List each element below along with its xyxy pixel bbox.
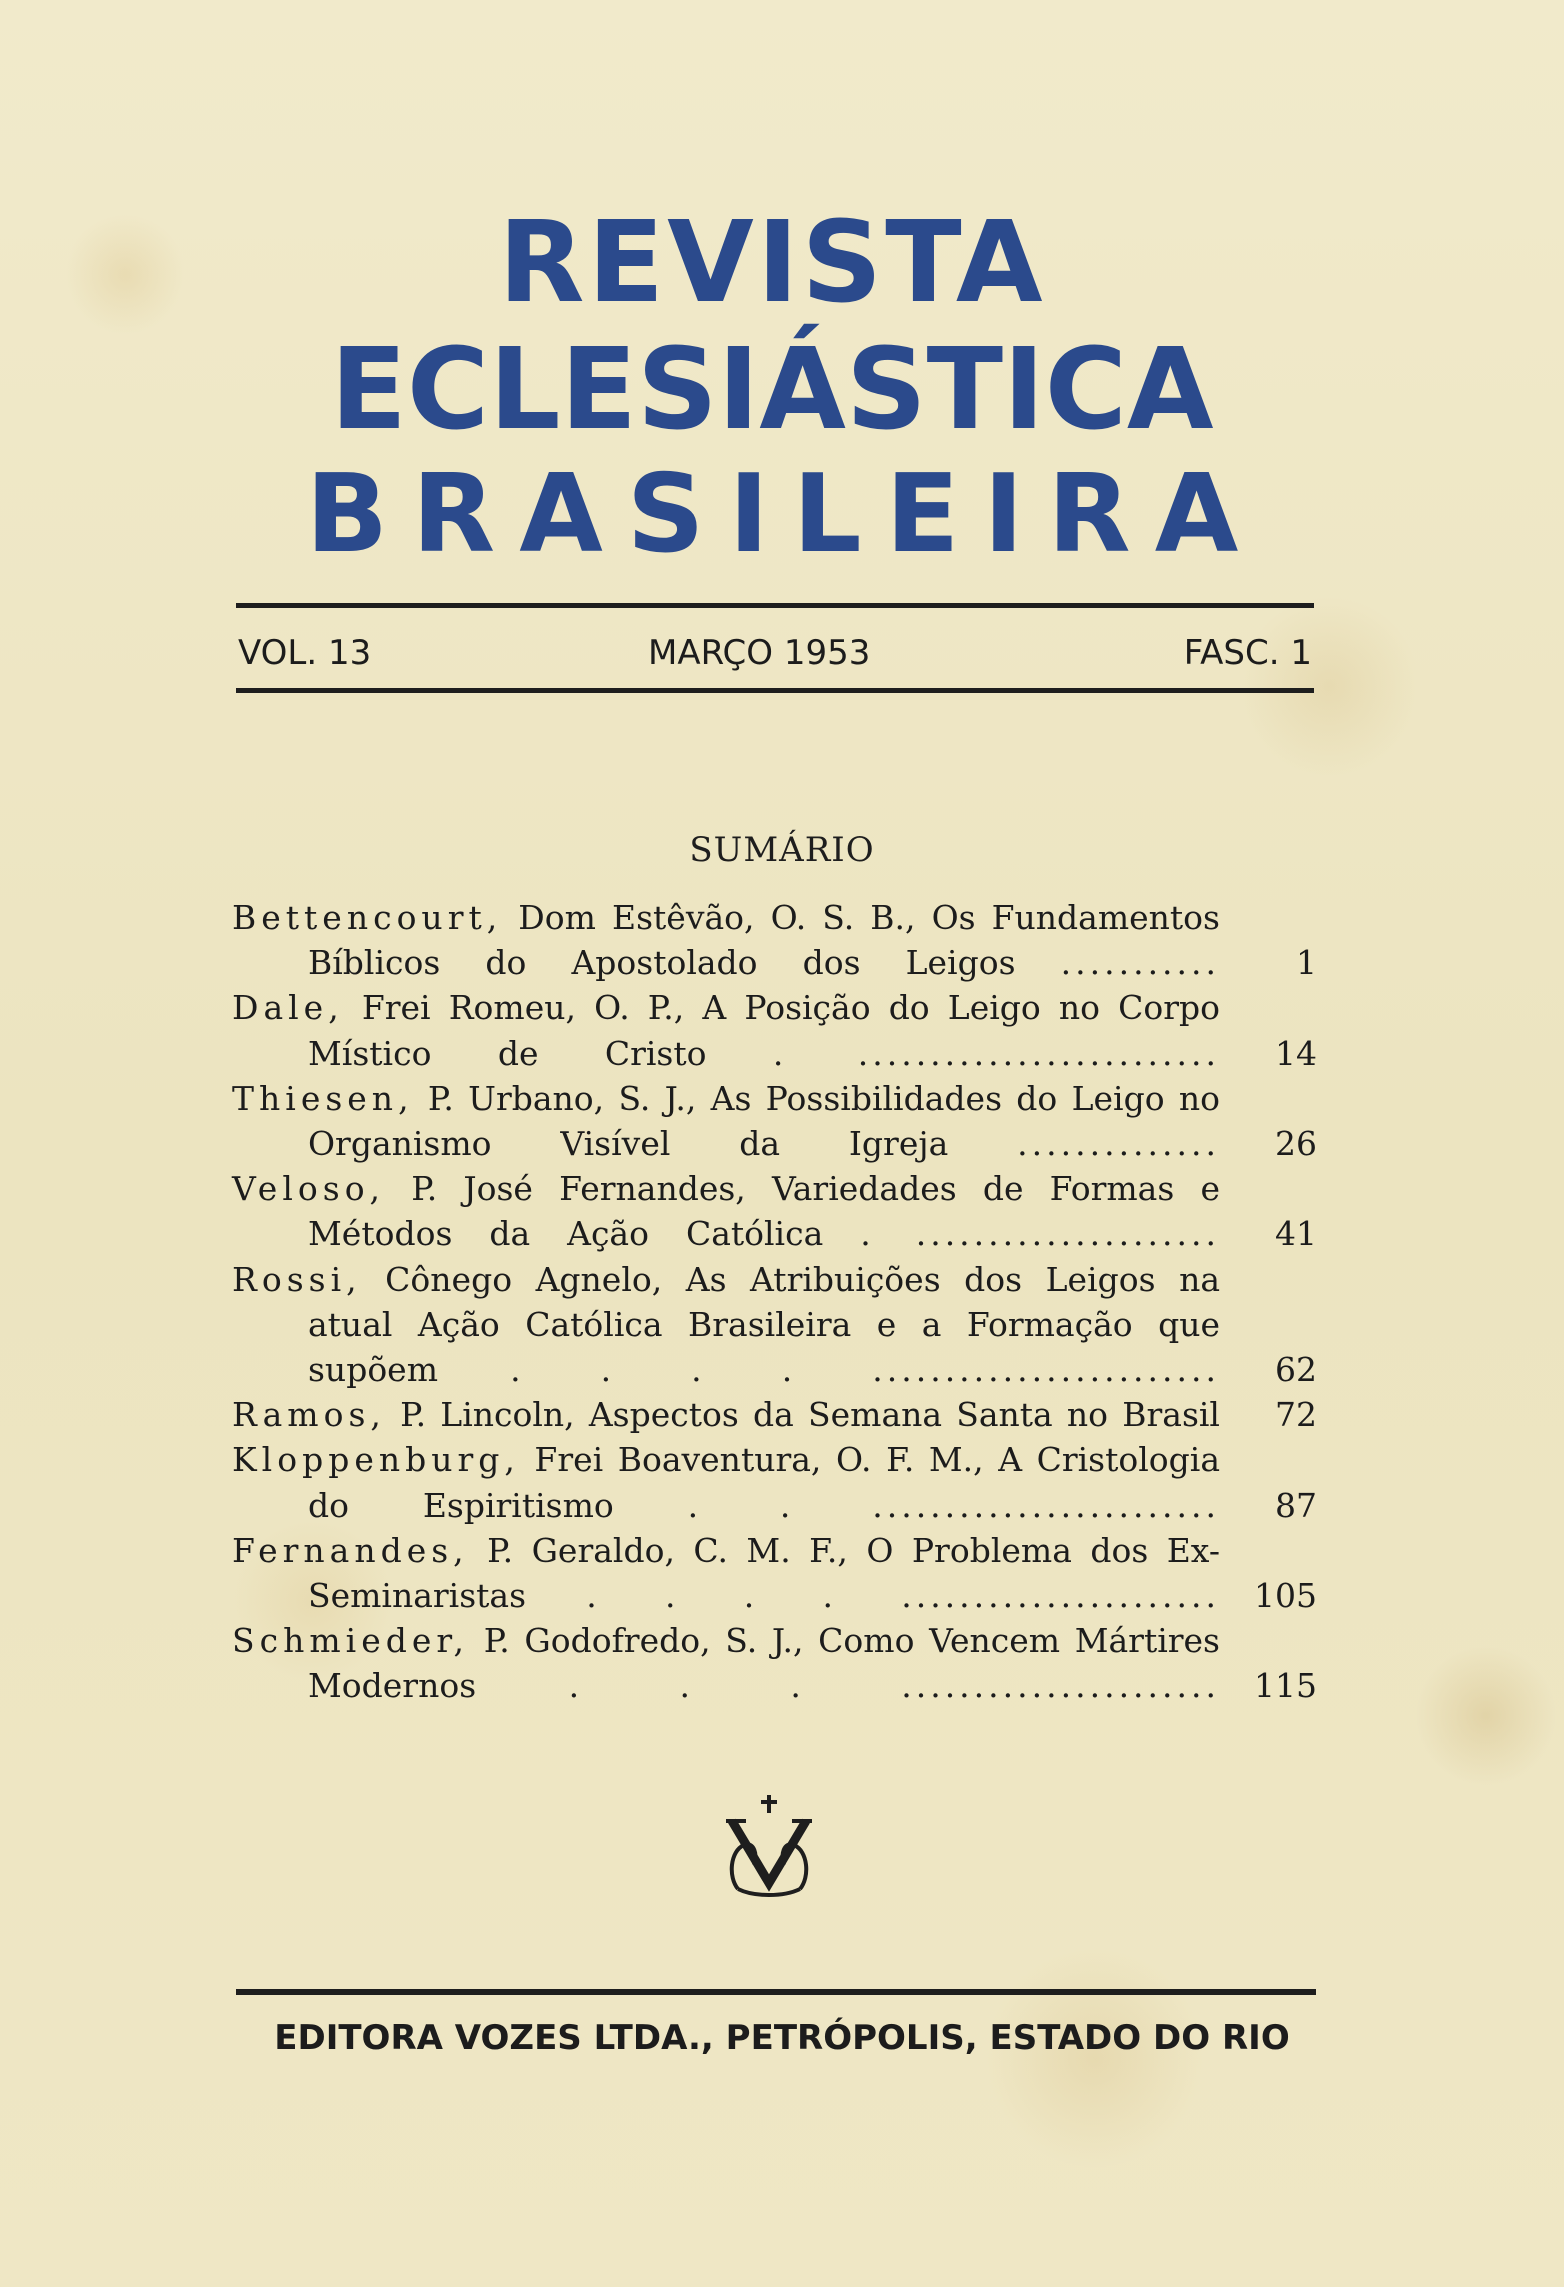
toc-title: Cônego Agnelo, As Atribuições dos Leigos na atual Ação Católica Brasileira e a Formação que supõem xyxy=(308,1259,1220,1390)
toc-entry[interactable] xyxy=(232,1166,1317,1256)
toc-entry[interactable] xyxy=(232,1528,1317,1618)
toc-entry[interactable] xyxy=(232,1392,1317,1437)
toc-page-number: 26 xyxy=(1275,1124,1317,1164)
toc-page-number: 105 xyxy=(1254,1576,1317,1616)
toc-title: P. Godofredo, S. J., Como Vencem Mártires Modernos xyxy=(308,1621,1220,1706)
toc-author: Veloso, xyxy=(232,1169,386,1209)
toc-author: Thiesen, xyxy=(232,1078,414,1118)
issue-fascicle: FASC. 1 xyxy=(1183,633,1312,673)
toc-title: P. Geraldo, C. M. F., O Problema dos Ex-Seminaristas xyxy=(308,1530,1220,1616)
toc-leader-dots: . ..................... xyxy=(860,1214,1220,1254)
toc-leader-dots: .............. xyxy=(1017,1124,1220,1164)
toc-author: Kloppenburg, xyxy=(232,1440,520,1480)
toc-entry[interactable] xyxy=(232,1437,1317,1527)
toc-title: P. José Fernandes, Variedades de Formas e Métodos da Ação Católica xyxy=(308,1169,1220,1254)
toc-page-number: 1 xyxy=(1296,943,1317,983)
toc-leader-dots: ........... xyxy=(1060,943,1221,983)
journal-title-line-2: ECLESIÁSTICA xyxy=(330,325,1214,455)
toc-entry[interactable] xyxy=(232,985,1317,1075)
toc-author: Dale, xyxy=(232,988,344,1028)
table-of-contents xyxy=(232,895,1317,1709)
toc-leader-dots: . . ........................ xyxy=(687,1485,1220,1525)
toc-author: Fernandes, xyxy=(232,1530,469,1570)
toc-leader-dots: . . . . ........................ xyxy=(510,1350,1220,1390)
toc-leader-dots: . . . ...................... xyxy=(568,1666,1220,1706)
toc-page-number: 87 xyxy=(1275,1485,1317,1525)
toc-page-number: 14 xyxy=(1275,1033,1317,1073)
issue-divider xyxy=(236,688,1314,693)
issue-volume: VOL. 13 xyxy=(238,633,372,673)
toc-entry[interactable] xyxy=(232,1076,1317,1166)
toc-page-number: 41 xyxy=(1275,1214,1317,1254)
toc-entry[interactable] xyxy=(232,1257,1317,1393)
toc-title: Frei Romeu, O. P., A Posição do Leigo no Corpo Místico de Cristo xyxy=(308,988,1220,1073)
footer-divider xyxy=(236,1989,1316,1995)
toc-author: Bettencourt, xyxy=(232,898,503,937)
toc-author: Ramos, xyxy=(232,1395,386,1435)
contents-heading: SUMÁRIO xyxy=(689,830,875,870)
toc-leader-dots: . ......................... xyxy=(772,1033,1220,1073)
monogram-cross-icon xyxy=(724,1793,814,1903)
journal-title-line-1: REVISTA xyxy=(498,198,1046,328)
publisher-imprint: EDITORA VOZES LTDA., PETRÓPOLIS, ESTADO DO RIO xyxy=(274,2018,1290,2058)
toc-entry[interactable] xyxy=(232,1618,1317,1708)
toc-title: P. Urbano, S. J., As Possibilidades do Leigo no Organismo Visível da Igreja xyxy=(308,1078,1220,1164)
toc-page-number: 62 xyxy=(1275,1350,1317,1390)
toc-page-number: 72 xyxy=(1275,1395,1317,1435)
journal-title-line-3: BRASILEIRA xyxy=(305,452,1263,577)
toc-title: Frei Boaventura, O. F. M., A Cristologia do Espiritismo xyxy=(308,1440,1220,1525)
toc-leader-dots: . . . . ...................... xyxy=(586,1576,1220,1616)
toc-author: Rossi, xyxy=(232,1259,362,1299)
top-divider xyxy=(236,603,1314,608)
toc-title: Dom Estêvão, O. S. B., Os Fundamentos Bíblicos do Apostolado dos Leigos xyxy=(308,898,1220,983)
issue-date: MARÇO 1953 xyxy=(648,633,871,673)
toc-author: Schmieder, xyxy=(232,1621,470,1661)
toc-page-number: 115 xyxy=(1254,1666,1317,1706)
toc-entry[interactable] xyxy=(232,895,1317,985)
toc-title: P. Lincoln, Aspectos da Semana Santa no Brasil xyxy=(385,1395,1220,1435)
